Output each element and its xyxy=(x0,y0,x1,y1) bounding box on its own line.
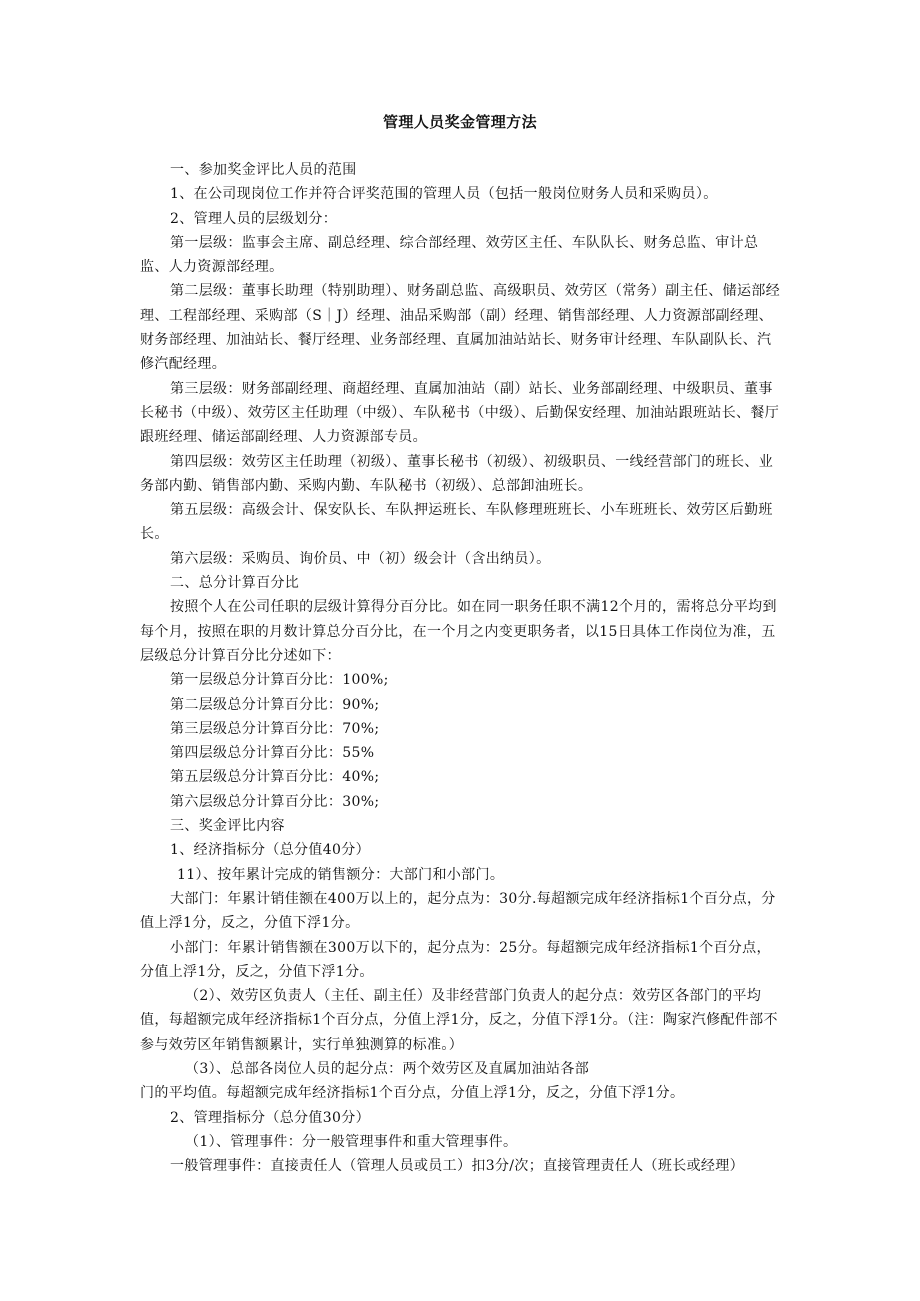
paragraph: 1、在公司现岗位工作并符合评奖范围的管理人员（包括一般岗位财务人员和采购员）。 xyxy=(170,186,718,203)
paragraph: 2、管理指标分（总分值30分） xyxy=(170,1109,370,1126)
percentage-line: 第二层级总分计算百分比：90%; xyxy=(170,696,380,713)
paragraph: 第四层级：效劳区主任助理（初级）、董事长秘书（初级）、初级职员、一线经营部门的班长、业务部内勤、销售部内勤、采购内勤、车队秘书（初级）、总部卸油班长。 xyxy=(140,453,774,494)
percentage-line: 第三层级总分计算百分比：70%; xyxy=(170,720,380,737)
paragraph: （3）、总部各岗位人员的起分点：两个效劳区及直属加油站各部 xyxy=(185,1060,590,1077)
paragraph: 一般管理事件：直接责任人（管理人员或员工）扣3分/次；直接管理责任人（班长或经理） xyxy=(170,1158,744,1175)
paragraph: 11）、按年累计完成的销售额分：大部门和小部门。 xyxy=(177,866,505,883)
paragraph: （1）、管理事件：分一般管理事件和重大管理事件。 xyxy=(185,1133,518,1150)
paragraph: （2）、效劳区负责人（主任、副主任）及非经营部门负责人的起分点：效劳区各部门的平均值，每超额完成年经济指标1个百分点，分值上浮1分，反之，分值下浮1分。（注：陶家汽修配件部不参与效劳区年销售额累计，实行单独测算的标准。） xyxy=(140,988,778,1053)
paragraph: 第一层级：监事会主席、副总经理、综合部经理、效劳区主任、车队队长、财务总监、审计总监、人力资源部经理。 xyxy=(140,234,759,276)
paragraph: 第五层级：高级会计、保安队长、车队押运班长、车队修理班班长、小车班班长、效劳区后勤班长。 xyxy=(140,502,773,543)
paragraph: 第二层级：董事长助理（特别助理）、财务副总监、高级职员、效劳区（常务）副主任、储运部经理、工程部经理、采购部（S｜J）经理、油品采购部（副）经理、销售部经理、人力资源部副经理、财务部经理、加油站长、餐厅经理、业务部经理、直属加油站站长、财务审计经理、车队副队长、汽修汽配经理。 xyxy=(140,283,781,373)
paragraph: 2、管理人员的层级划分： xyxy=(170,210,338,227)
section-heading: 三、奖金评比内容 xyxy=(170,818,285,835)
section-heading: 一、参加奖金评比人员的范围 xyxy=(170,162,357,178)
document-title: 管理人员奖金管理方法 xyxy=(382,113,537,131)
percentage-line: 第五层级总分计算百分比：40%; xyxy=(170,769,380,786)
paragraph: 1、经济指标分（总分值40分） xyxy=(170,842,370,859)
percentage-line: 第六层级总分计算百分比：30%; xyxy=(170,793,380,810)
paragraph: 门的平均值。每超额完成年经济指标1个百分点，分值上浮1分，反之，分值下浮1分。 xyxy=(140,1085,685,1102)
paragraph: 第三层级：财务部副经理、商超经理、直属加油站（副）站长、业务部副经理、中级职员、董事长秘书（中级）、效劳区主任助理（中级）、车队秘书（中级）、后勤保安经理、加油站跟班站长、餐厅跟班经理、储运部副经理、人力资源部专员。 xyxy=(140,380,780,446)
paragraph: 第六层级：采购员、询价员、中（初）级会计（含出纳员）。 xyxy=(170,550,551,567)
section-heading: 二、总分计算百分比 xyxy=(170,575,300,592)
percentage-line: 第一层级总分计算百分比：100%; xyxy=(170,672,389,689)
paragraph: 按照个人在公司任职的层级计算得分百分比。如在同一职务任职不满12个月的，需将总分平均到每个月，按照在职的月数计算总分百分比，在一个月之内变更职务者，以15日具体工作岗位为准，五层级总分计算百分比分述如下： xyxy=(140,599,777,664)
percentage-line: 第四层级总分计算百分比：55% xyxy=(170,745,375,762)
paragraph: 大部门：年累计销佳额在400万以上的，起分点为：30分.每超额完成年经济指标1个百分点，分值上浮1分，反之，分值下浮1分。 xyxy=(140,890,776,932)
paragraph: 小部门：年累计销售额在300万以下的，起分点为：25分。每超额完成年经济指标1个百分点，分值上浮1分，反之，分值下浮1分。 xyxy=(140,939,771,980)
document-body xyxy=(140,158,785,1178)
